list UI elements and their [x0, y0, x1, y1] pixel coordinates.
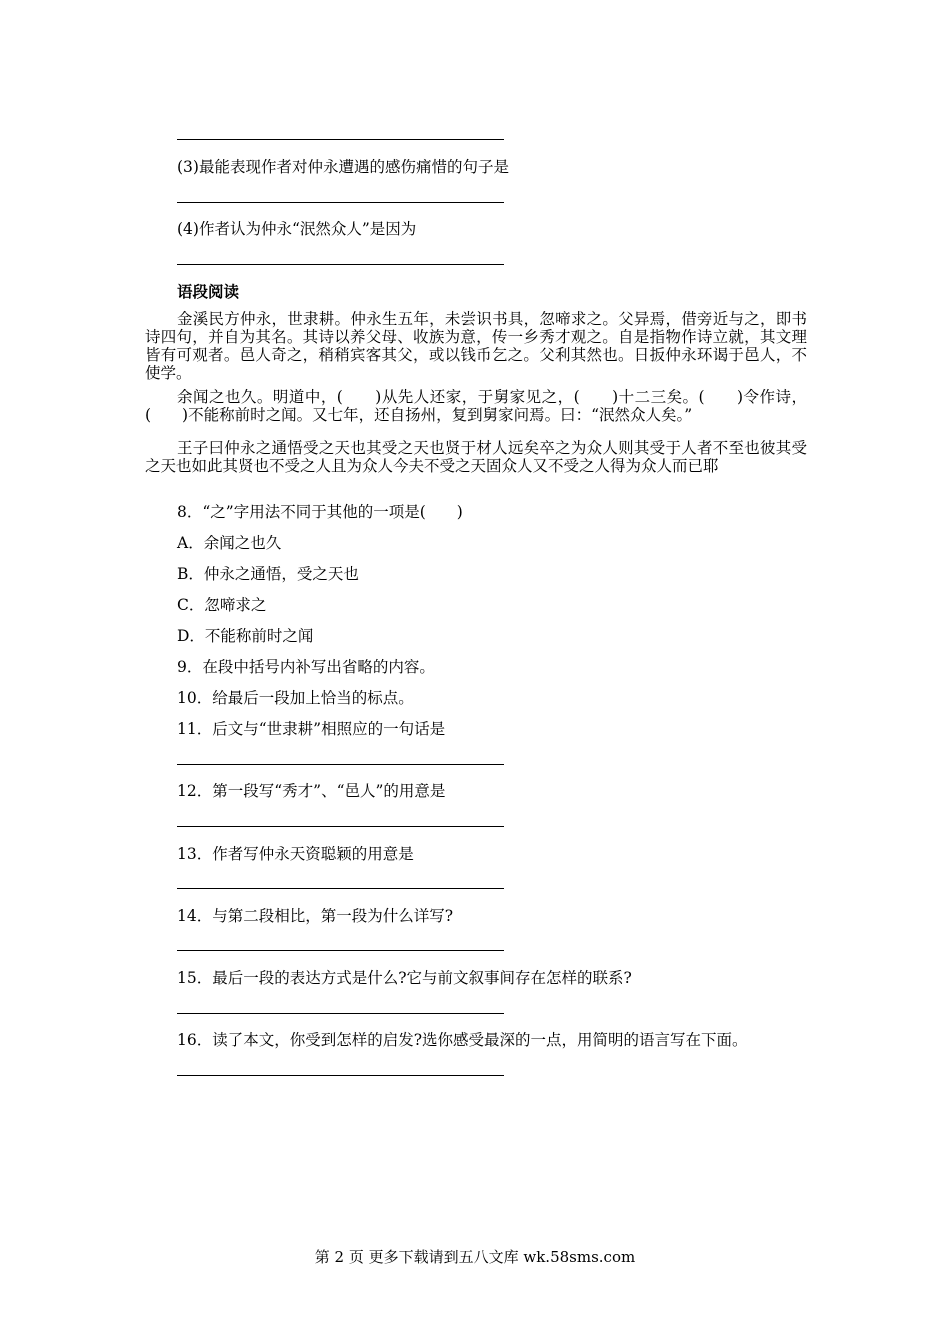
question-13: 13．作者写仲永天资聪颖的用意是: [177, 845, 414, 863]
question-4: (4)作者认为仲永“泯然众人”是因为: [177, 220, 417, 238]
answer-line: [177, 202, 504, 203]
question-8-option-b: B．仲永之通悟，受之天也: [177, 565, 359, 583]
answer-line: [177, 139, 504, 140]
question-3: (3)最能表现作者对仲永遭遇的感伤痛惜的句子是: [177, 158, 509, 176]
question-9: 9．在段中括号内补写出省略的内容。: [177, 658, 435, 676]
answer-line: [177, 1013, 504, 1014]
passage-paragraph-3: 王子曰仲永之通悟受之天也其受之天也贤于材人远矣卒之为众人则其受于人者不至也彼其受之天也如此其贤也不受之人且为众人今夫不受之天固众人又不受之人得为众人而已耶: [145, 439, 807, 475]
question-8-option-d: D．不能称前时之闻: [177, 627, 314, 645]
question-12: 12．第一段写“秀才”、“邑人”的用意是: [177, 782, 446, 800]
passage-paragraph-2: 余闻之也久。明道中，( )从先人还家，于舅家见之，( )十二三矣。( )令作诗，( )不能称前时之闻。又七年，还自扬州，复到舅家问焉。曰：“泯然众人矣。”: [145, 388, 807, 424]
answer-line: [177, 888, 504, 889]
page-footer: 第 2 页 更多下载请到五八文库 wk.58sms.com: [314, 1248, 636, 1266]
answer-line: [177, 264, 504, 265]
passage-paragraph-1: 金溪民方仲永，世隶耕。仲永生五年，未尝识书具，忽啼求之。父异焉，借旁近与之，即书诗四句，并自为其名。其诗以养父母、收族为意，传一乡秀才观之。自是指物作诗立就，其文理皆有可观者。邑人奇之，稍稍宾客其父，或以钱币乞之。父利其然也。日扳仲永环谒于邑人，不使学。: [145, 310, 807, 382]
answer-line: [177, 826, 504, 827]
answer-line: [177, 1075, 504, 1076]
question-14: 14．与第二段相比，第一段为什么详写?: [177, 907, 454, 925]
question-15: 15．最后一段的表达方式是什么?它与前文叙事间存在怎样的联系?: [177, 969, 632, 987]
question-10: 10．给最后一段加上恰当的标点。: [177, 689, 414, 707]
answer-line: [177, 950, 504, 951]
question-8-option-c: C．忽啼求之: [177, 596, 267, 614]
section-heading: 语段阅读: [177, 283, 240, 301]
question-8-option-a: A．余闻之也久: [177, 534, 282, 552]
question-8-stem: 8．“之”字用法不同于其他的一项是( ): [177, 503, 463, 521]
answer-line: [177, 764, 504, 765]
question-16: 16．读了本文，你受到怎样的启发?选你感受最深的一点，用简明的语言写在下面。: [177, 1031, 748, 1049]
question-11: 11．后文与“世隶耕”相照应的一句话是: [177, 720, 446, 738]
